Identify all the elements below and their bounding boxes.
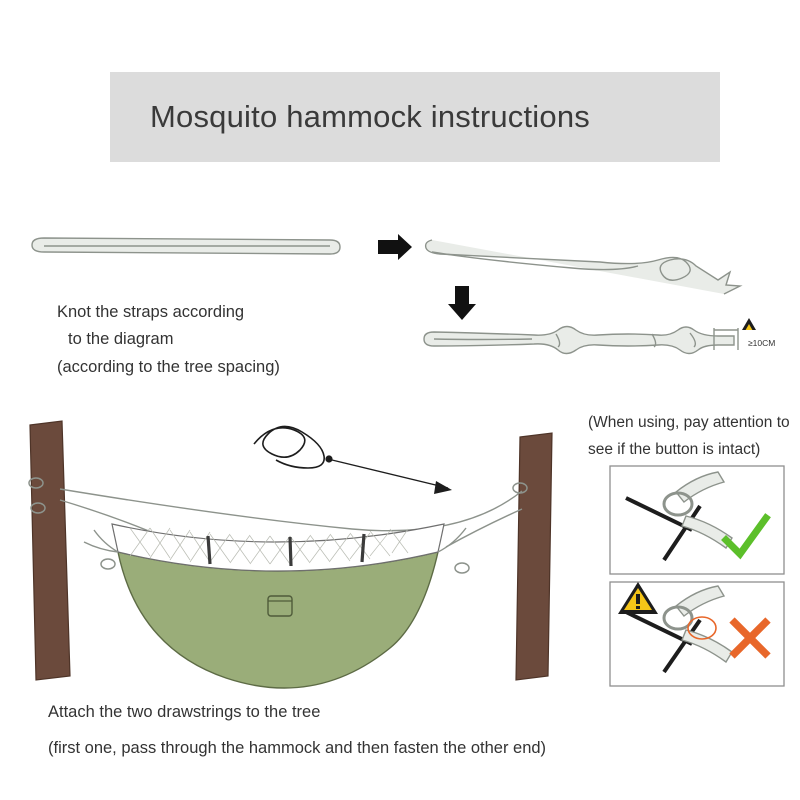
tree-left-icon: [30, 421, 70, 680]
page-title: Mosquito hammock instructions: [150, 99, 590, 134]
button-check-caption-line-2: see if the button is intact): [588, 441, 761, 458]
warning-triangle-icon: [742, 318, 756, 330]
arrow-down-icon: [448, 286, 476, 320]
folded-strap-icon: [32, 238, 340, 254]
hammock-end-right: [438, 483, 527, 573]
hammock-end-left: [29, 478, 118, 569]
min-length-note: ≥10CM: [748, 338, 776, 348]
warning-triangle-icon-2: [618, 582, 658, 614]
tree-right-icon: [516, 433, 552, 680]
step1-caption-line-2: to the diagram: [68, 330, 174, 348]
green-check-icon: [726, 518, 766, 554]
step2-caption-line-2: (first one, pass through the hammock and then fasten the other end): [48, 739, 547, 757]
button-check-caption-line-1: (When using, pay attention to: [588, 414, 790, 431]
defect-highlight-icon: [688, 617, 716, 639]
arrow-right-icon: [378, 234, 412, 260]
button-incorrect-panel: [610, 582, 784, 686]
step1-caption-line-3: (according to the tree spacing): [57, 358, 280, 376]
hammock-body: [112, 524, 444, 688]
knotted-strap-icon: [424, 327, 738, 354]
drawstring-arrow-icon: [254, 426, 452, 494]
strap-with-loop-icon: [426, 240, 740, 294]
step2-caption-line-1: Attach the two drawstrings to the tree: [48, 703, 321, 721]
hammock-suspension-lines: [60, 489, 522, 547]
step1-caption-line-1: Knot the straps according: [57, 303, 245, 321]
title-banner: [110, 72, 720, 162]
button-correct-panel: [610, 466, 784, 574]
orange-cross-icon: [732, 620, 768, 656]
